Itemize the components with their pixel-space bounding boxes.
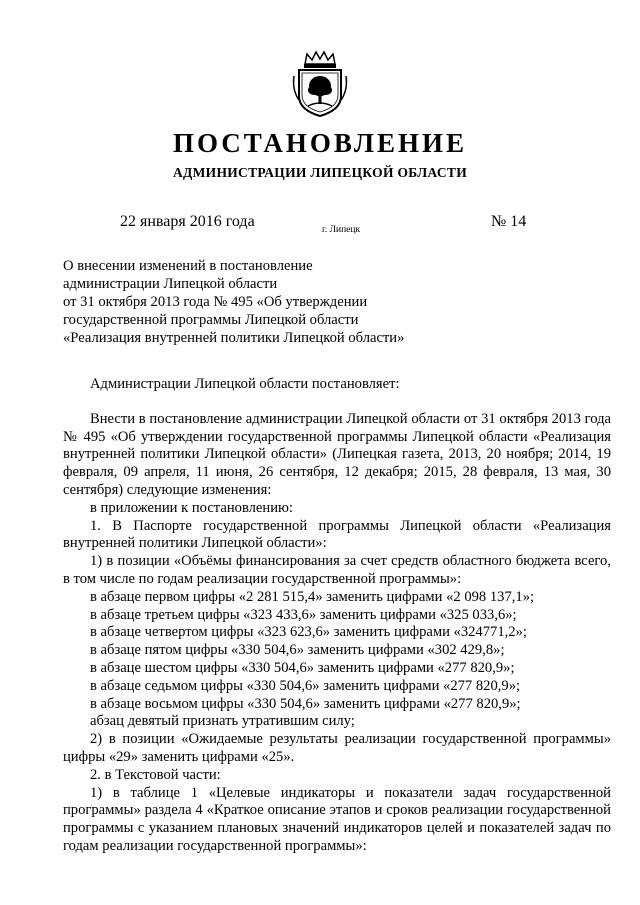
document-date: 22 января 2016 года xyxy=(120,213,255,230)
intro-paragraph: Администрации Липецкой области постановляет: xyxy=(90,376,400,392)
body-paragraph: в абзаце четвертом цифры «323 623,6» заменить цифрами «324771,2»; xyxy=(90,624,527,641)
document-title: ПОСТАНОВЛЕНИЕ xyxy=(172,128,468,158)
body-paragraph: 2. в Текстовой части: xyxy=(90,766,221,783)
document-subject xyxy=(63,257,443,347)
body-paragraph: в приложении к постановлению: xyxy=(90,499,293,516)
subject-line: «Реализация внутренней политики Липецкой области» xyxy=(63,330,405,346)
body-paragraph: 1) в позиции «Объёмы финансирования за счет средств областного бюджета всего, в том числе по годам реализации государственной программы»: xyxy=(63,553,611,587)
body-paragraph: 2) в позиции «Ожидаемые результаты реализации государственной программы» цифры «29» заменить цифрами «25». xyxy=(63,731,611,765)
issuing-authority: АДМИНИСТРАЦИИ ЛИПЕЦКОЙ ОБЛАСТИ xyxy=(172,165,468,180)
subject-line: от 31 октября 2013 года № 495 «Об утверждении xyxy=(63,294,368,310)
body-paragraph: в абзаце шестом цифры «330 504,6» заменить цифрами «277 820,9»; xyxy=(90,659,515,676)
body-paragraph: в абзаце пятом цифры «330 504,6» заменить цифрами «302 429,8»; xyxy=(90,642,505,659)
body-paragraph: 1) в таблице 1 «Целевые индикаторы и показатели задач государственной программы» раздела 4 «Краткое описание этапов и сроков реализации государственной программы с указанием плановых значений индикаторов целей и показателей задач по годам реализации государственной программы»: xyxy=(63,784,611,854)
body-paragraph: Внести в постановление администрации Липецкой области от 31 октября 2013 года № 495 «Об утверждении государственной программы Липецкой области «Реализация внутренней политики Липецкой области» (Липецкая газета, 2013, 20 ноября; 2014, 19 февраля, 09 апреля, 11 июня, 26 сентября, 12 декабря; 2015, 28 февраля, 13 мая, 30 сентября) следующие изменения: xyxy=(63,410,611,498)
document-number: № 14 xyxy=(491,213,527,230)
document-city: г. Липецк xyxy=(322,225,361,235)
body-paragraph: в абзаце третьем цифры «323 433,6» заменить цифрами «325 033,6»; xyxy=(90,606,517,623)
coat-of-arms-icon xyxy=(291,50,349,118)
body-paragraph: 1. В Паспорте государственной программы Липецкой области «Реализация внутренней политики Липецкой области»: xyxy=(63,517,611,552)
body-paragraph: в абзаце восьмом цифры «330 504,6» заменить цифрами «277 820,9»; xyxy=(90,695,521,712)
body-paragraph: абзац девятый признать утратившим силу; xyxy=(90,713,355,730)
subject-line: О внесении изменений в постановление xyxy=(63,258,313,274)
body-paragraph: в абзаце первом цифры «2 281 515,4» заменить цифрами «2 098 137,1»; xyxy=(90,588,535,605)
subject-line: государственной программы Липецкой области xyxy=(63,312,359,328)
subject-line: администрации Липецкой области xyxy=(63,276,278,292)
body-paragraph: в абзаце седьмом цифры «330 504,6» заменить цифрами «277 820,9»; xyxy=(90,677,521,694)
document-body xyxy=(63,376,611,856)
